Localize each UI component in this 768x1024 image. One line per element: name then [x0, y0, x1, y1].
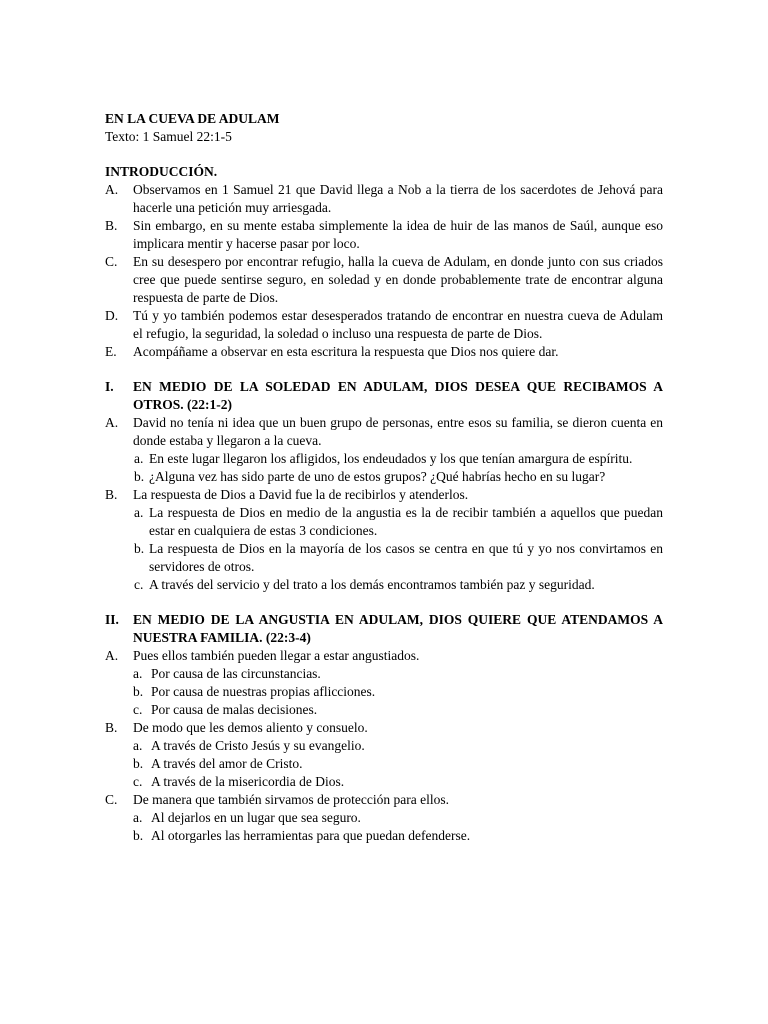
- item-text: Acompáñame a observar en esta escritura la respuesta que Dios nos quiere dar.: [133, 344, 559, 359]
- sub-item: [105, 504, 663, 540]
- item-marker: E.: [105, 344, 117, 359]
- sub-item: [105, 468, 663, 486]
- section-marker: I.: [105, 379, 114, 394]
- section-item: [105, 719, 663, 737]
- sub-item: [105, 773, 663, 791]
- item-text: Sin embargo, en su mente estaba simplemente la idea de huir de las manos de Saúl, aunque eso implicara mentir y hacerse pasar por loco.: [133, 218, 663, 251]
- sub-text: En este lugar llegaron los afligidos, los endeudados y los que tenían amargura de espíritu.: [149, 451, 633, 466]
- item-marker: B.: [105, 218, 118, 233]
- section-heading: [105, 378, 663, 414]
- section-title: EN MEDIO DE LA SOLEDAD EN ADULAM, DIOS DESEA QUE RECIBAMOS A OTROS. (22:1-2): [133, 379, 663, 412]
- sub-marker: c.: [133, 702, 143, 717]
- item-marker: B.: [105, 487, 118, 502]
- sub-text: A través del servicio y del trato a los demás encontramos también paz y seguridad.: [149, 577, 595, 592]
- section-heading: [105, 611, 663, 647]
- intro-item: [105, 307, 663, 343]
- intro-item: [105, 253, 663, 307]
- sub-text: A través de la misericordia de Dios.: [151, 774, 345, 789]
- sub-item: [105, 809, 663, 827]
- sub-text: ¿Alguna vez has sido parte de uno de estos grupos? ¿Qué habrías hecho en su lugar?: [149, 469, 606, 484]
- sub-item: [105, 755, 663, 773]
- scripture-reference: Texto: 1 Samuel 22:1-5: [105, 129, 232, 144]
- section-title: EN MEDIO DE LA ANGUSTIA EN ADULAM, DIOS QUIERE QUE ATENDAMOS A NUESTRA FAMILIA. (22:3-4): [133, 612, 663, 645]
- section-item: [105, 414, 663, 450]
- item-text: Tú y yo también podemos estar desesperados tratando de encontrar en nuestra cueva de Adulam el refugio, la seguridad, la soledad o incluso una respuesta de parte de Dios.: [133, 308, 663, 341]
- item-marker: C.: [105, 254, 118, 269]
- sub-marker: a.: [134, 451, 144, 466]
- document-body: [105, 110, 663, 845]
- item-text: Pues ellos también pueden llegar a estar angustiados.: [133, 648, 420, 663]
- intro-heading: INTRODUCCIÓN.: [105, 164, 218, 179]
- item-marker: C.: [105, 792, 118, 807]
- item-text: David no tenía ni idea que un buen grupo de personas, entre esos su familia, se dieron cuenta en donde estaba y llegaron a la cueva.: [133, 415, 663, 448]
- item-text: Observamos en 1 Samuel 21 que David llega a Nob a la tierra de los sacerdotes de Jehová para hacerle una petición muy arriesgada.: [133, 182, 663, 215]
- intro-item: [105, 217, 663, 253]
- sub-marker: a.: [133, 666, 143, 681]
- sub-text: Al otorgarles las herramientas para que puedan defenderse.: [151, 828, 471, 843]
- sub-marker: a.: [133, 738, 143, 753]
- sub-item: [105, 576, 663, 594]
- section-item: [105, 647, 663, 665]
- sub-marker: c.: [133, 774, 143, 789]
- sub-marker: b.: [134, 541, 145, 556]
- sub-marker: b.: [133, 684, 144, 699]
- sub-marker: a.: [134, 505, 144, 520]
- sub-text: A través de Cristo Jesús y su evangelio.: [151, 738, 365, 753]
- item-text: De modo que les demos aliento y consuelo.: [133, 720, 368, 735]
- sub-text: Por causa de las circunstancias.: [151, 666, 321, 681]
- sub-text: Por causa de malas decisiones.: [151, 702, 318, 717]
- item-text: De manera que también sirvamos de protección para ellos.: [133, 792, 450, 807]
- sub-item: [105, 665, 663, 683]
- intro-item: [105, 181, 663, 217]
- sub-item: [105, 450, 663, 468]
- section-item: [105, 791, 663, 809]
- sub-text: La respuesta de Dios en medio de la angustia es la de recibir también a aquellos que puedan estar en cualquiera de estas 3 condiciones.: [149, 505, 663, 538]
- sub-item: [105, 827, 663, 845]
- document-title: EN LA CUEVA DE ADULAM: [105, 111, 280, 126]
- sub-item: [105, 701, 663, 719]
- sub-marker: b.: [133, 828, 144, 843]
- sub-text: La respuesta de Dios en la mayoría de los casos se centra en que tú y yo nos convirtamos en servidores de otros.: [149, 541, 663, 574]
- sub-item: [105, 540, 663, 576]
- section-marker: II.: [105, 612, 119, 627]
- section-item: [105, 486, 663, 504]
- sub-item: [105, 683, 663, 701]
- item-marker: B.: [105, 720, 118, 735]
- sub-marker: b.: [133, 756, 144, 771]
- item-text: La respuesta de Dios a David fue la de recibirlos y atenderlos.: [133, 487, 469, 502]
- item-marker: A.: [105, 415, 119, 430]
- item-marker: A.: [105, 182, 119, 197]
- item-marker: A.: [105, 648, 119, 663]
- sub-marker: c.: [134, 577, 144, 592]
- item-text: En su desespero por encontrar refugio, halla la cueva de Adulam, en donde junto con sus criados cree que puede sentirse seguro, en soledad y en donde probablemente trate de encontrar alguna respuesta de parte de Dios.: [133, 254, 663, 305]
- sub-marker: b.: [134, 469, 145, 484]
- sub-text: A través del amor de Cristo.: [151, 756, 303, 771]
- intro-item: [105, 343, 663, 361]
- sub-marker: a.: [133, 810, 143, 825]
- sub-item: [105, 737, 663, 755]
- item-marker: D.: [105, 308, 119, 323]
- sub-text: Por causa de nuestras propias aflicciones.: [151, 684, 376, 699]
- sub-text: Al dejarlos en un lugar que sea seguro.: [151, 810, 361, 825]
